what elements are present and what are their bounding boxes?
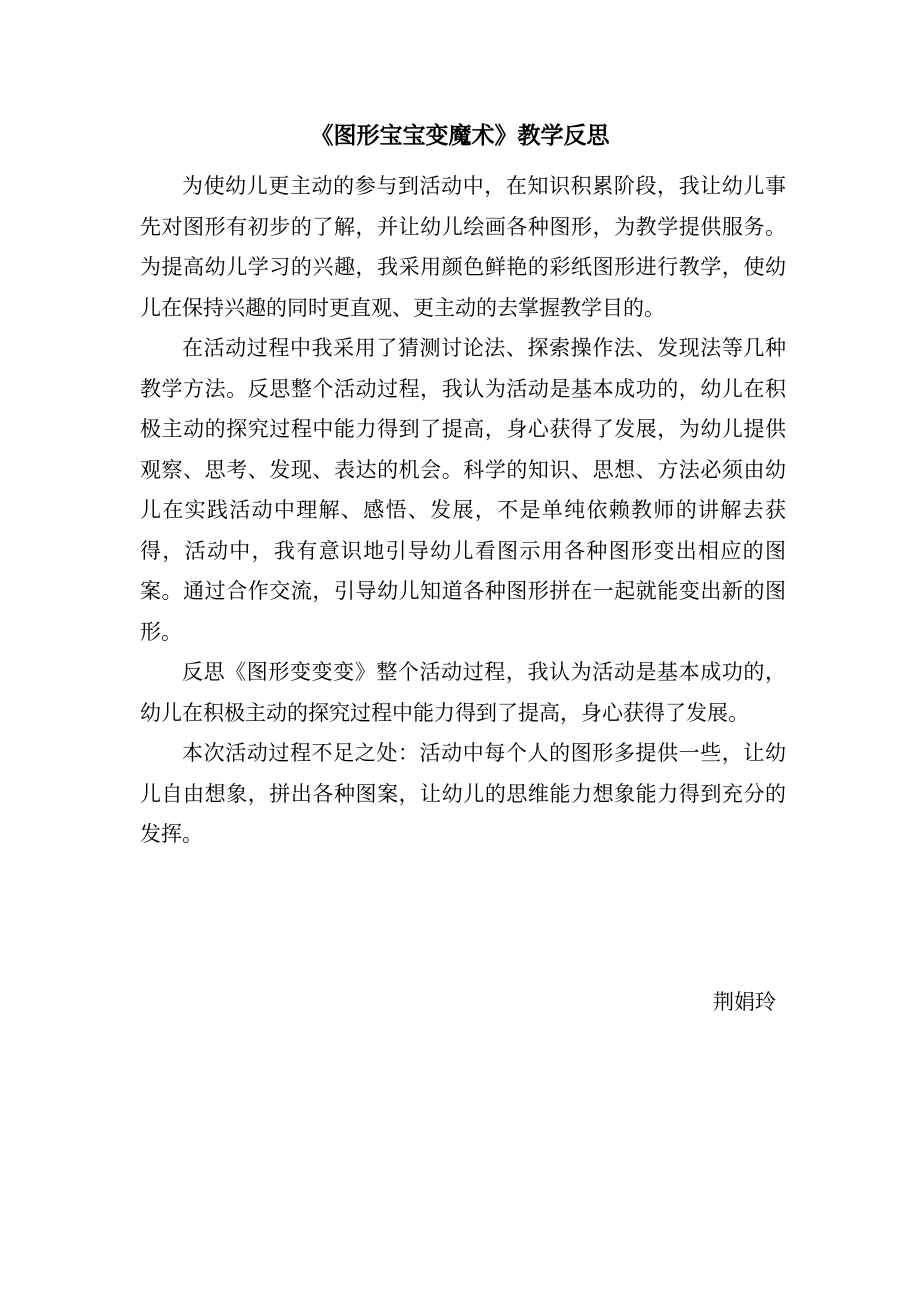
paragraph-3: 反思《图形变变变》整个活动过程，我认为活动是基本成功的，幼儿在积极主动的探究过程中能力得到了提高，身心获得了发展。: [140, 660, 786, 725]
paragraph-4: 本次活动过程不足之处：活动中每个人的图形多提供一些，让幼儿自由想象，拼出各种图案，让幼儿的思维能力想象能力得到充分的发挥。: [140, 741, 786, 846]
document-title: 《图形宝宝变魔术》教学反思: [310, 122, 610, 149]
paragraph-1: 为使幼儿更主动的参与到活动中，在知识积累阶段，我让幼儿事先对图形有初步的了解，并让幼儿绘画各种图形，为教学提供服务。为提高幼儿学习的兴趣，我采用颜色鲜艳的彩纸图形进行教学，使幼儿在保持兴趣的同时更直观、更主动的去掌握教学目的。: [140, 174, 786, 320]
paragraph-2: 在活动过程中我采用了猜测讨论法、探索操作法、发现法等几种教学方法。反思整个活动过程，我认为活动是基本成功的，幼儿在积极主动的探究过程中能力得到了提高，身心获得了发展，为幼儿提供观察、思考、发现、表达的机会。科学的知识、思想、方法必须由幼儿在实践活动中理解、感悟、发展，不是单纯依赖教师的讲解去获得，活动中，我有意识地引导幼儿看图示用各种图形变出相应的图案。通过合作交流，引导幼儿知道各种图形拼在一起就能变出新的图形。: [140, 336, 786, 644]
author-signature: 荆娟玲: [713, 990, 776, 1014]
document-body: [140, 166, 786, 855]
